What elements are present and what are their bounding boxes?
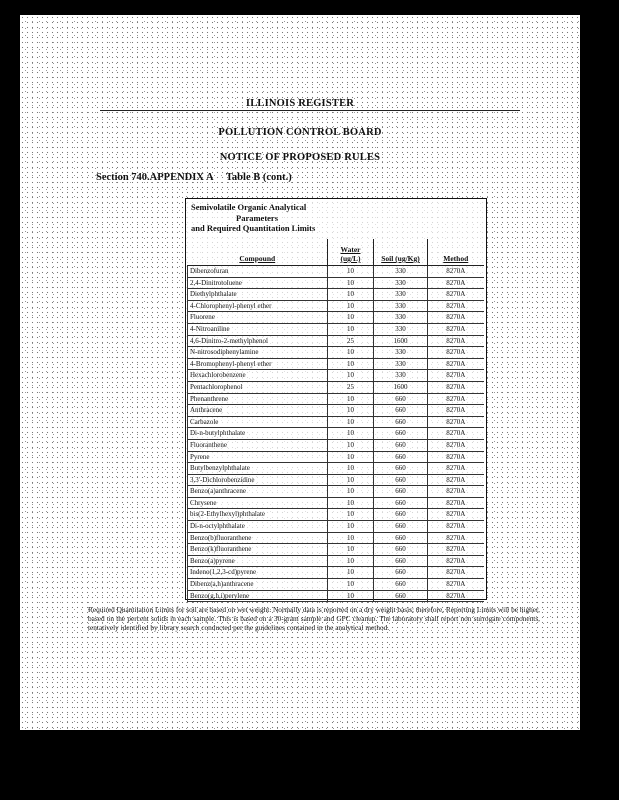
soil-cell: 660 [374, 521, 428, 533]
table-row [188, 428, 484, 440]
soil-cell: 660 [374, 497, 428, 509]
table-row [188, 521, 484, 533]
compound-cell: Hexachlorobenzene [188, 370, 328, 382]
soil-cell: 660 [374, 532, 428, 544]
water-cell: 10 [328, 486, 374, 498]
method-cell: 8270A [428, 532, 484, 544]
water-cell: 10 [328, 266, 374, 278]
water-cell: 10 [328, 497, 374, 509]
compound-cell: Pentachlorophenol [188, 381, 328, 393]
method-cell: 8270A [428, 590, 484, 602]
soil-cell: 330 [374, 370, 428, 382]
soil-cell: 660 [374, 463, 428, 475]
soil-cell: 330 [374, 312, 428, 324]
water-cell: 10 [328, 289, 374, 301]
method-cell: 8270A [428, 277, 484, 289]
soil-cell: 330 [374, 300, 428, 312]
soil-cell: 330 [374, 347, 428, 359]
table-row [188, 289, 484, 301]
compound-cell: 4-Bromophenyl-phenyl ether [188, 358, 328, 370]
water-cell: 10 [328, 590, 374, 602]
method-cell: 8270A [428, 474, 484, 486]
soil-cell: 330 [374, 266, 428, 278]
compound-cell: Di-n-butylphthalate [188, 428, 328, 440]
soil-cell: 330 [374, 277, 428, 289]
table-row [188, 335, 484, 347]
method-cell: 8270A [428, 416, 484, 428]
method-cell: 8270A [428, 266, 484, 278]
compound-cell: Butylbenzylphthalate [188, 463, 328, 475]
table-row [188, 486, 484, 498]
water-cell: 10 [328, 347, 374, 359]
table-row [188, 497, 484, 509]
soil-cell: 660 [374, 405, 428, 417]
quantitation-table [185, 198, 487, 600]
table-row [188, 347, 484, 359]
water-cell: 10 [328, 567, 374, 579]
method-cell: 8270A [428, 579, 484, 591]
method-cell: 8270A [428, 451, 484, 463]
water-cell: 10 [328, 451, 374, 463]
compound-cell: Fluoranthene [188, 439, 328, 451]
water-cell: 10 [328, 277, 374, 289]
water-cell: 10 [328, 555, 374, 567]
compound-cell: Carbazole [188, 416, 328, 428]
soil-cell: 330 [374, 358, 428, 370]
table-grid [187, 239, 484, 602]
table-row [188, 439, 484, 451]
soil-cell: 660 [374, 567, 428, 579]
method-cell: 8270A [428, 555, 484, 567]
method-cell: 8270A [428, 439, 484, 451]
table-row [188, 405, 484, 417]
method-cell: 8270A [428, 370, 484, 382]
method-cell: 8270A [428, 567, 484, 579]
compound-cell: Fluorene [188, 312, 328, 324]
method-cell: 8270A [428, 323, 484, 335]
method-header: Method [428, 239, 484, 266]
soil-cell: 660 [374, 393, 428, 405]
compound-cell: Di-n-octylphthalate [188, 521, 328, 533]
table-row [188, 567, 484, 579]
water-cell: 10 [328, 323, 374, 335]
table-header-row [188, 239, 484, 266]
method-cell: 8270A [428, 358, 484, 370]
water-cell: 10 [328, 544, 374, 556]
soil-cell: 660 [374, 509, 428, 521]
method-cell: 8270A [428, 497, 484, 509]
water-cell: 10 [328, 463, 374, 475]
compound-cell: 4-Chlorophenyl-phenyl ether [188, 300, 328, 312]
water-cell: 25 [328, 335, 374, 347]
soil-cell: 330 [374, 323, 428, 335]
water-cell: 10 [328, 439, 374, 451]
compound-cell: 4,6-Dinitro-2-methylphenol [188, 335, 328, 347]
soil-cell: 660 [374, 590, 428, 602]
table-row [188, 555, 484, 567]
method-cell: 8270A [428, 300, 484, 312]
table-row [188, 416, 484, 428]
table-row [188, 579, 484, 591]
water-cell: 10 [328, 312, 374, 324]
table-row [188, 463, 484, 475]
water-cell: 10 [328, 579, 374, 591]
table-title-line: Parameters [236, 212, 279, 223]
method-cell: 8270A [428, 463, 484, 475]
table-row [188, 532, 484, 544]
compound-cell: Benzo(a)pyrene [188, 555, 328, 567]
compound-cell: N-nitrosodiphenylamine [188, 347, 328, 359]
method-cell: 8270A [428, 347, 484, 359]
water-cell: 10 [328, 300, 374, 312]
method-cell: 8270A [428, 521, 484, 533]
method-cell: 8270A [428, 381, 484, 393]
table-row [188, 323, 484, 335]
compound-cell: Benzo(g,h,i)perylene [188, 590, 328, 602]
water-cell: 10 [328, 428, 374, 440]
soil-cell: 660 [374, 451, 428, 463]
method-cell: 8270A [428, 544, 484, 556]
table-row [188, 590, 484, 602]
method-cell: 8270A [428, 312, 484, 324]
method-cell: 8270A [428, 405, 484, 417]
soil-cell: 660 [374, 544, 428, 556]
notice-heading: NOTICE OF PROPOSED RULES [219, 152, 381, 163]
soil-cell: 660 [374, 579, 428, 591]
compound-cell: bis(2-Ethylhexyl)phthalate [188, 509, 328, 521]
soil-cell: 660 [374, 474, 428, 486]
table-body [188, 266, 484, 602]
table-row [188, 381, 484, 393]
table-row [188, 393, 484, 405]
table-row [188, 300, 484, 312]
table-row [188, 509, 484, 521]
method-cell: 8270A [428, 393, 484, 405]
table-row [188, 312, 484, 324]
table-title-line: and Required Quantitation Limits [191, 223, 316, 233]
water-cell: 10 [328, 393, 374, 405]
compound-cell: 3,3'-Dichlorobenzidine [188, 474, 328, 486]
soil-header: Soil (ug/Kg) [374, 239, 428, 266]
footnote: Required Quantitation Limits for soil are based on wet weight. Normally data is reported on a dry weight basis; therefore, Reporting Limits will be higher, based on the percent solids in each sample. This is based on a 30-gram sample and GPC cleanup. The laboratory shall report non surrogate components, tentatively identified by library search conducted per the guidelines contained in the analytical method. [88, 605, 540, 632]
water-cell: 10 [328, 521, 374, 533]
compound-cell: Chrysene [188, 497, 328, 509]
compound-cell: Anthracene [188, 405, 328, 417]
table-row [188, 370, 484, 382]
method-cell: 8270A [428, 428, 484, 440]
table-row [188, 544, 484, 556]
water-cell: 10 [328, 509, 374, 521]
soil-cell: 660 [374, 416, 428, 428]
compound-header: Compound [188, 239, 328, 266]
table-row [188, 266, 484, 278]
compound-cell: Dibenz(a,h)anthracene [188, 579, 328, 591]
water-cell: 25 [328, 381, 374, 393]
register-heading: ILLINOIS REGISTER [245, 98, 355, 109]
compound-cell: Benzo(a)anthracene [188, 486, 328, 498]
soil-cell: 660 [374, 555, 428, 567]
compound-cell: Pyrene [188, 451, 328, 463]
table-title [191, 202, 315, 234]
table-title-line: Semivolatile Organic Analytical [191, 202, 307, 212]
soil-cell: 660 [374, 428, 428, 440]
water-cell: 10 [328, 416, 374, 428]
soil-cell: 660 [374, 486, 428, 498]
method-cell: 8270A [428, 289, 484, 301]
table-row [188, 277, 484, 289]
compound-cell: Benzo(b)fluoranthene [188, 532, 328, 544]
soil-cell: 330 [374, 289, 428, 301]
method-cell: 8270A [428, 509, 484, 521]
header-rule [100, 110, 520, 111]
document-page [20, 15, 580, 730]
compound-cell: 2,4-Dinitrotoluene [188, 277, 328, 289]
water-cell: 10 [328, 474, 374, 486]
method-cell: 8270A [428, 335, 484, 347]
water-cell: 10 [328, 405, 374, 417]
compound-cell: Diethylphthalate [188, 289, 328, 301]
method-cell: 8270A [428, 486, 484, 498]
water-header: Water (ug/L) [328, 239, 374, 266]
compound-cell: Benzo(k)fluoranthene [188, 544, 328, 556]
water-cell: 10 [328, 358, 374, 370]
compound-cell: Indeno(1,2,3-cd)pyrene [188, 567, 328, 579]
soil-cell: 1600 [374, 335, 428, 347]
section-label: Section 740.APPENDIX A Table B (cont.) [96, 172, 292, 183]
soil-cell: 660 [374, 439, 428, 451]
water-cell: 10 [328, 370, 374, 382]
soil-cell: 1600 [374, 381, 428, 393]
table-row [188, 358, 484, 370]
table-row [188, 474, 484, 486]
table-row [188, 451, 484, 463]
board-heading: POLLUTION CONTROL BOARD [218, 127, 382, 138]
compound-cell: Phenanthrene [188, 393, 328, 405]
compound-cell: 4-Nitroaniline [188, 323, 328, 335]
water-cell: 10 [328, 532, 374, 544]
compound-cell: Dibenzofuran [188, 266, 328, 278]
